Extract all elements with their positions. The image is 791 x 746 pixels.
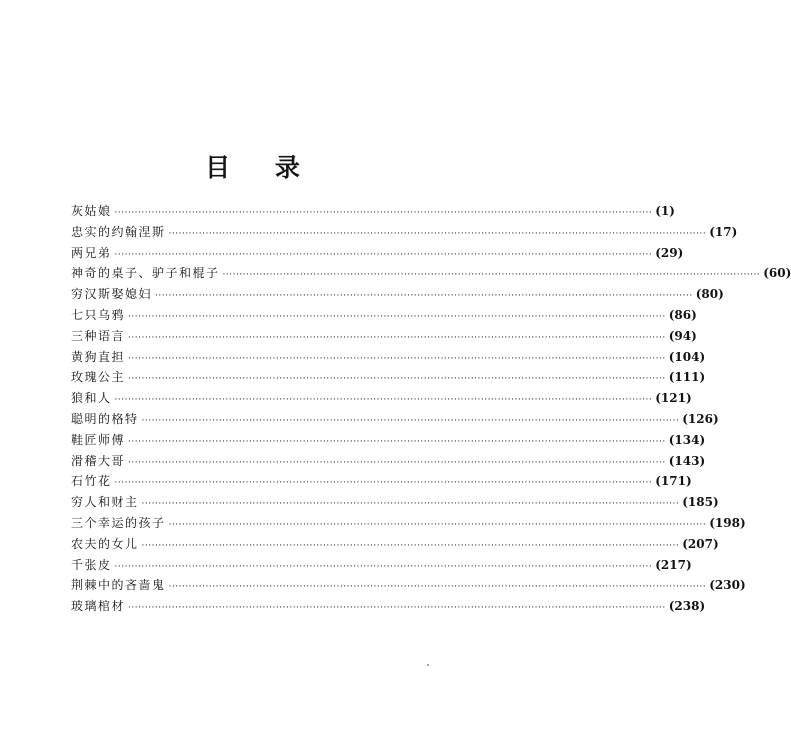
toc-entry[interactable] <box>71 326 697 347</box>
toc-entry[interactable] <box>71 534 719 555</box>
toc-entry-title: 聪明的格特 <box>71 411 139 426</box>
toc-entry-page-number: (230) <box>709 578 746 593</box>
toc-entry-page-number: (126) <box>682 411 719 426</box>
dot-leader: ································································································································································ <box>114 478 653 489</box>
dot-leader: ································································································································································ <box>141 415 680 426</box>
toc-entry[interactable] <box>71 305 697 326</box>
toc-entry[interactable] <box>71 471 692 492</box>
page-title: 目 录 <box>205 152 318 182</box>
dot-leader: ································································································································································ <box>114 208 653 218</box>
toc-entry[interactable] <box>71 284 724 305</box>
dot-leader: ································································································································································ <box>128 332 666 343</box>
dot-leader: ································································································································································ <box>114 249 653 260</box>
toc-entry[interactable] <box>71 492 719 513</box>
toc-entry-title: 农夫的女儿 <box>71 536 139 551</box>
dot-leader: ································································································································································ <box>222 270 761 281</box>
speck-mark <box>427 664 429 666</box>
dot-leader: ································································································································································ <box>128 436 666 447</box>
toc-entry-page-number: (1) <box>655 204 675 218</box>
dot-leader: ································································································································································ <box>141 540 680 551</box>
dot-leader: ································································································································································ <box>141 499 680 510</box>
dot-leader: ································································································································································ <box>168 228 707 239</box>
toc-entry-title: 三个幸运的孩子 <box>71 515 166 530</box>
toc-entry-title: 两兄弟 <box>71 245 112 260</box>
table-of-contents <box>71 201 791 617</box>
toc-entry-title: 滑稽大哥 <box>71 453 126 468</box>
toc-entry-page-number: (207) <box>682 536 719 551</box>
toc-entry[interactable] <box>71 451 706 472</box>
toc-entry-page-number: (80) <box>695 287 724 302</box>
toc-entry-title: 鞋匠师傅 <box>71 432 126 447</box>
toc-entry[interactable] <box>71 367 706 388</box>
dot-leader: ································································································································································ <box>128 353 666 364</box>
toc-entry[interactable] <box>71 347 706 368</box>
toc-entry-title: 七只乌鸦 <box>71 307 126 322</box>
toc-entry-page-number: (94) <box>668 328 697 343</box>
toc-entry-page-number: (17) <box>709 224 738 239</box>
dot-leader: ································································································································································ <box>128 457 666 468</box>
toc-entry[interactable] <box>71 409 719 430</box>
toc-entry-page-number: (217) <box>655 557 692 572</box>
toc-entry-page-number: (104) <box>668 349 706 364</box>
dot-leader: ································································································································································ <box>168 582 707 593</box>
toc-entry-title: 穷人和财主 <box>71 495 139 510</box>
toc-entry[interactable] <box>71 263 791 284</box>
dot-leader: ································································································································································ <box>114 561 653 572</box>
toc-entry[interactable] <box>71 243 684 264</box>
toc-entry-title: 三种语言 <box>71 328 126 343</box>
toc-entry-page-number: (121) <box>655 391 692 406</box>
dot-leader: ································································································································································ <box>168 519 707 530</box>
toc-entry-title: 玻璃棺材 <box>71 599 126 614</box>
toc-entry[interactable] <box>71 201 675 222</box>
toc-entry-page-number: (86) <box>668 307 697 322</box>
toc-entry-page-number: (185) <box>682 495 719 510</box>
toc-entry-title: 忠实的约翰涅斯 <box>71 224 166 239</box>
toc-entry[interactable] <box>71 513 746 534</box>
dot-leader: ································································································································································ <box>128 311 666 322</box>
dot-leader: ································································································································································ <box>128 374 666 385</box>
toc-entry-title: 玫瑰公主 <box>71 370 126 385</box>
toc-entry-page-number: (238) <box>668 599 706 614</box>
toc-entry-title: 狼和人 <box>71 391 112 406</box>
toc-entry[interactable] <box>71 555 692 576</box>
dot-leader: ································································································································································ <box>128 603 666 614</box>
toc-entry-page-number: (171) <box>655 474 692 489</box>
toc-entry-title: 荆棘中的吝啬鬼 <box>71 578 166 593</box>
toc-entry-page-number: (143) <box>668 453 706 468</box>
toc-entry[interactable] <box>71 388 692 409</box>
toc-entry[interactable] <box>71 575 746 596</box>
dot-leader: ································································································································································ <box>155 291 693 302</box>
toc-entry-title: 黄狗直担 <box>71 349 126 364</box>
toc-entry[interactable] <box>71 430 706 451</box>
toc-entry[interactable] <box>71 222 738 243</box>
toc-entry-title: 千张皮 <box>71 557 112 572</box>
toc-entry[interactable] <box>71 596 706 617</box>
toc-entry-page-number: (29) <box>655 245 684 260</box>
toc-entry-page-number: (198) <box>709 515 746 530</box>
toc-entry-page-number: (134) <box>668 432 706 447</box>
dot-leader: ································································································································································ <box>114 395 653 406</box>
toc-entry-page-number: (60) <box>763 266 791 281</box>
toc-entry-title: 灰姑娘 <box>71 204 112 218</box>
toc-entry-page-number: (111) <box>668 370 706 385</box>
toc-entry-title: 石竹花 <box>71 474 112 489</box>
toc-entry-title: 穷汉斯娶媳妇 <box>71 287 153 302</box>
toc-entry-title: 神奇的桌子、驴子和棍子 <box>71 266 220 281</box>
